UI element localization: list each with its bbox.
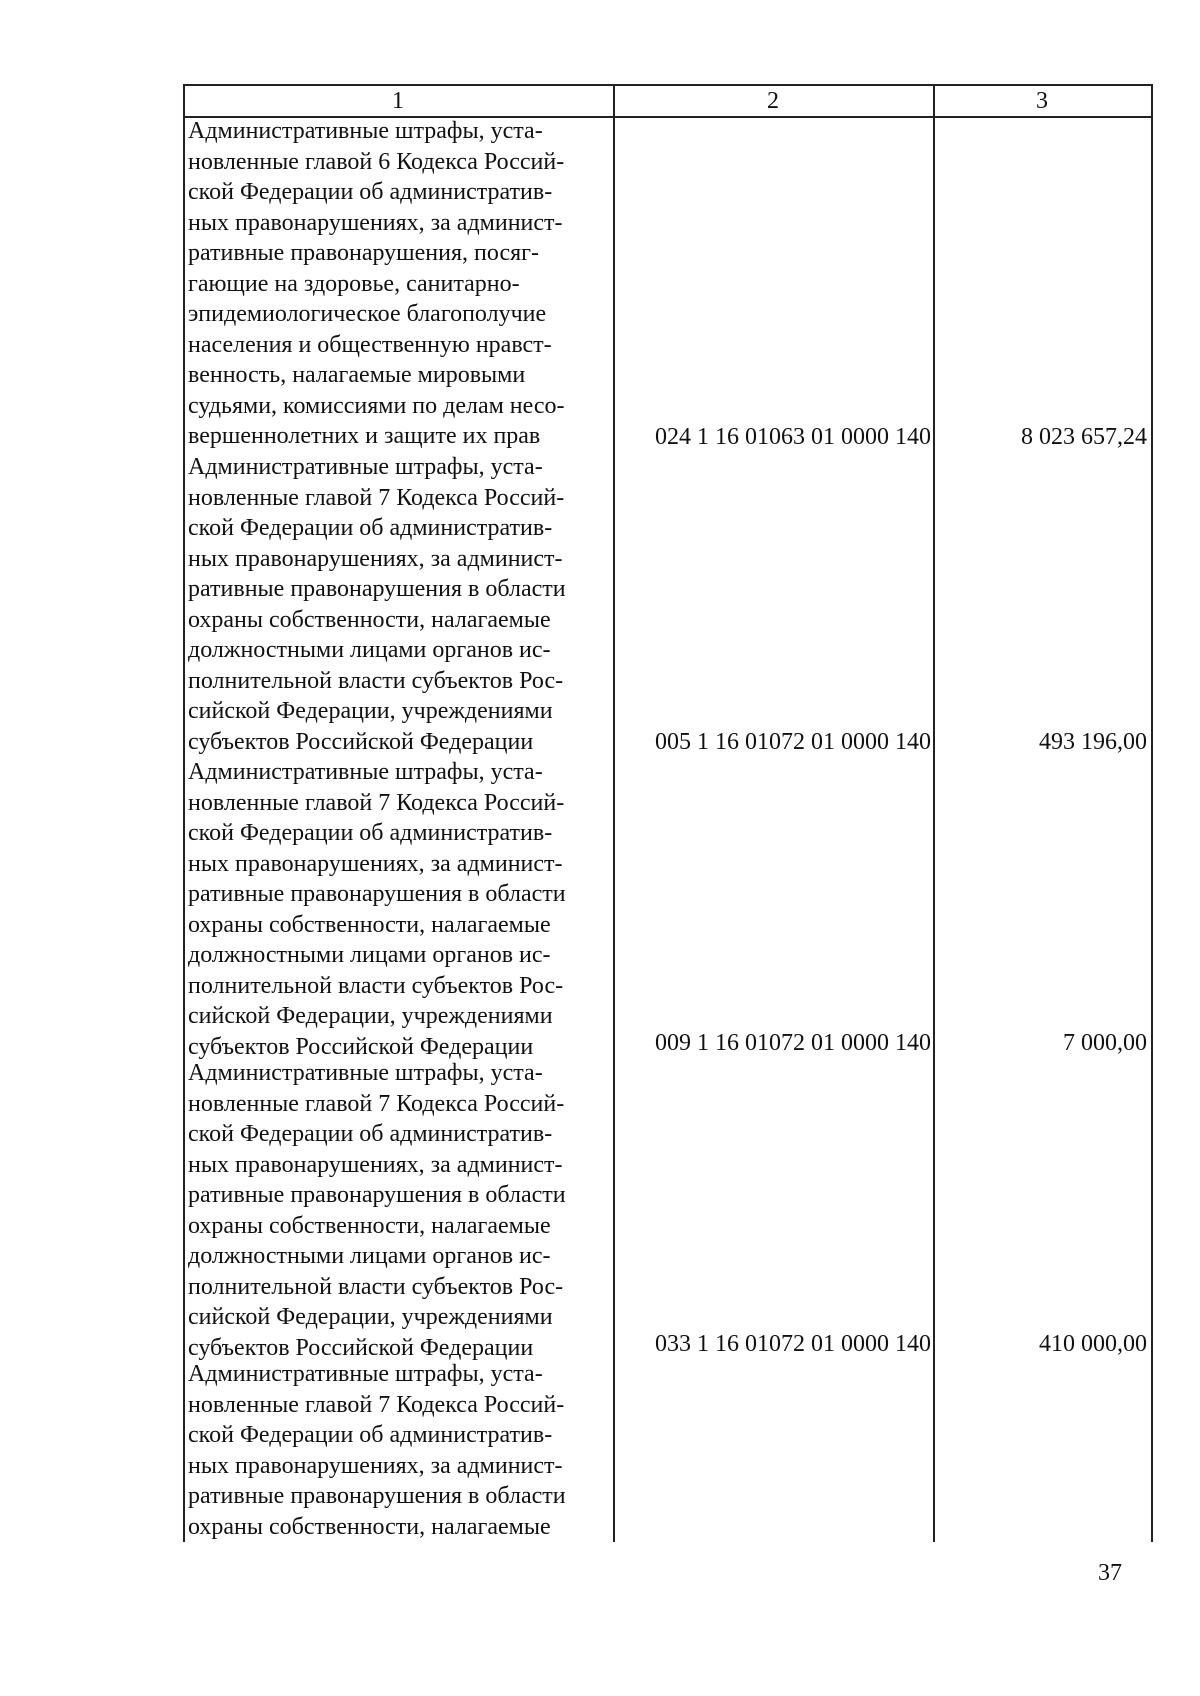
row-5-description: Административные штрафы, уста- новленные главой 7 Кодекса Россий- ской Федерации об административ- ных правонарушениях, за админист- ративные правонарушения в области охраны собственности, налагаемые [188,1361,566,1540]
revenue-table [183,84,1153,1542]
row-2-description: Административные штрафы, уста- новленные главой 7 Кодекса Россий- ской Федерации об административ- ных правонарушениях, за админист- ративные правонарушения в области охраны собственности, налагаемые должностными лицами органов ис- полнительной власти субъектов Рос- сийской Федерации, учреждениями субъектов Российской Федерации [188,454,566,755]
column-header-2: 2 [767,88,779,114]
column-header-1: 1 [392,88,404,114]
row-4-code: 033 1 16 01072 01 0000 140 [655,1331,931,1357]
table-left-border [183,84,185,1542]
table-right-border [1151,84,1153,1542]
row-4-description: Административные штрафы, уста- новленные главой 7 Кодекса Россий- ской Федерации об административ- ных правонарушениях, за админист- ративные правонарушения в области охраны собственности, налагаемые должностными лицами органов ис- полнительной власти субъектов Рос- сийской Федерации, учреждениями субъектов Российской Федерации [188,1060,566,1361]
row-2-code: 005 1 16 01072 01 0000 140 [655,729,931,755]
row-3-description: Административные штрафы, уста- новленные главой 7 Кодекса Россий- ской Федерации об административ- ных правонарушениях, за админист- ративные правонарушения в области охраны собственности, налагаемые должностными лицами органов ис- полнительной власти субъектов Рос- сийской Федерации, учреждениями субъектов Российской Федерации [188,759,566,1060]
page-number: 37 [1098,1560,1122,1586]
column-divider-2 [933,84,935,1542]
row-1-description: Административные штрафы, уста- новленные главой 6 Кодекса Россий- ской Федерации об административ- ных правонарушениях, за админист- ративные правонарушения, посяг- гающие на здоровье, санитарно- эпидемиологическое благополучие населения и общественную нравст- венность, налагаемые мировыми судьями, комиссиями по делам несо- вершеннолетних и защите их прав [188,118,565,450]
row-1-amount: 8 023 657,24 [1021,424,1147,450]
column-header-3: 3 [1036,88,1048,114]
row-3-code: 009 1 16 01072 01 0000 140 [655,1030,931,1056]
row-1-code: 024 1 16 01063 01 0000 140 [655,424,931,450]
column-divider-1 [613,84,615,1542]
row-3-amount: 7 000,00 [1063,1030,1147,1056]
row-2-amount: 493 196,00 [1039,729,1147,755]
row-4-amount: 410 000,00 [1039,1331,1147,1357]
